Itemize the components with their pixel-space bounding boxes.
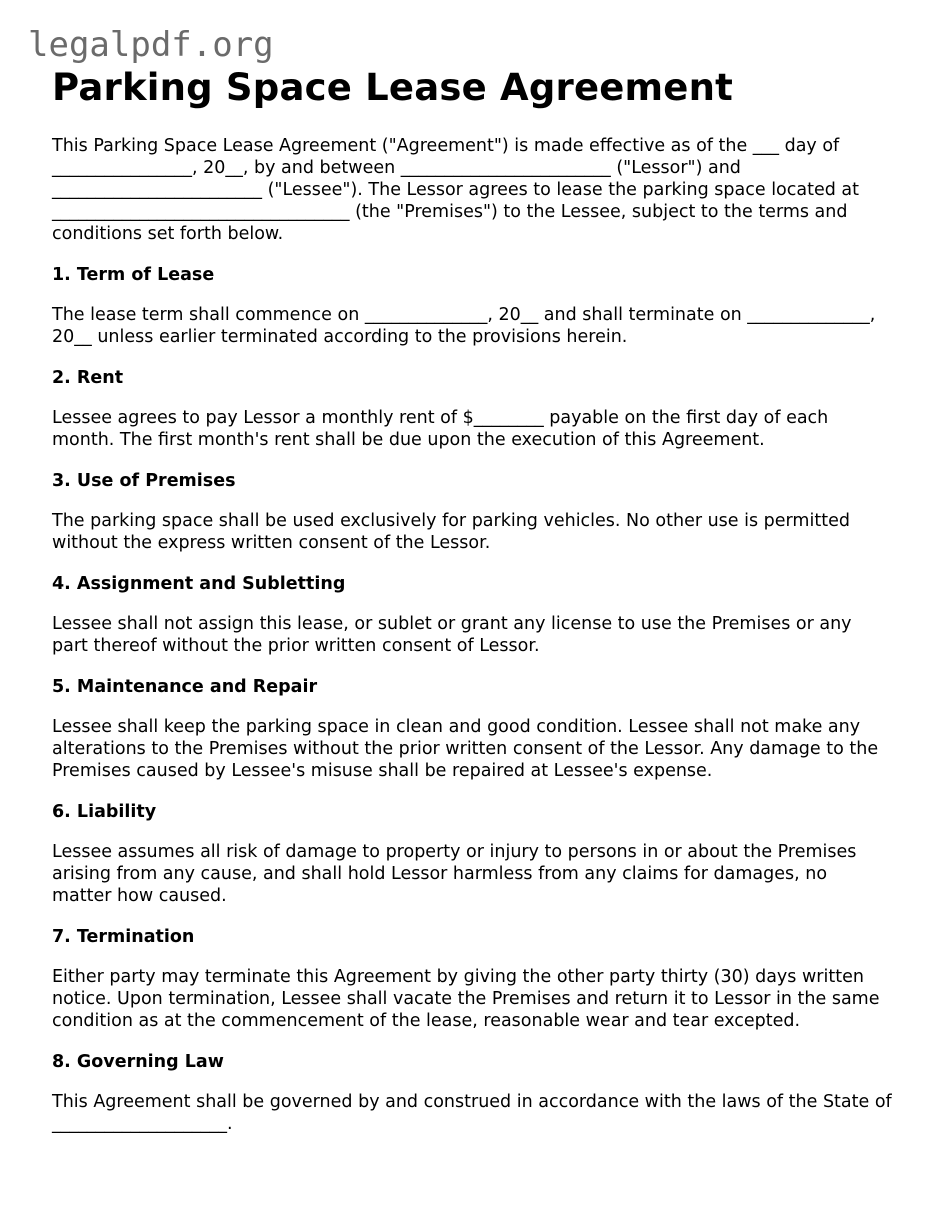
intro-paragraph: This Parking Space Lease Agreement ("Agreement") is made effective as of the ___ day of ________________, 20__, by and between ________________________ ("Lessor") and ________________________ ("Lessee"). The Lessor agrees to lease the parking space located at __________________________________ (the "Premises") to the Lessee, subject to the terms and conditions set forth below. <box>52 136 859 244</box>
section-body: Lessee shall not assign this lease, or sublet or grant any license to use the Premises or any part thereof without the prior written consent of Lessor. <box>52 614 852 656</box>
section-heading: 8. Governing Law <box>52 1052 224 1072</box>
section-body: This Agreement shall be governed by and construed in accordance with the laws of the State of ____________________. <box>52 1092 892 1134</box>
section-body: Either party may terminate this Agreement by giving the other party thirty (30) days written notice. Upon termination, Lessee shall vacate the Premises and return it to Lessor in the same condition as at the commencement of the lease, reasonable wear and tear excepted. <box>52 967 880 1031</box>
section-rent <box>52 367 892 451</box>
section-body: Lessee shall keep the parking space in clean and good condition. Lessee shall not make any alterations to the Premises without the prior written consent of the Lessor. Any damage to the Premises caused by Lessee's misuse shall be repaired at Lessee's expense. <box>52 717 879 781</box>
section-heading: 7. Termination <box>52 927 195 947</box>
section-use-of-premises <box>52 470 892 554</box>
section-assignment-and-subletting <box>52 573 892 657</box>
section-maintenance-and-repair <box>52 676 892 782</box>
section-heading: 6. Liability <box>52 802 157 822</box>
watermark-logo: legalpdf.org <box>28 25 274 65</box>
section-liability <box>52 801 892 907</box>
section-heading: 3. Use of Premises <box>52 471 236 491</box>
section-heading: 2. Rent <box>52 368 124 388</box>
section-body: Lessee agrees to pay Lessor a monthly rent of $________ payable on the first day of each month. The first month's rent shall be due upon the execution of this Agreement. <box>52 408 829 450</box>
document-title: Parking Space Lease Agreement <box>52 66 734 109</box>
section-termination <box>52 926 892 1032</box>
section-heading: 4. Assignment and Subletting <box>52 574 346 594</box>
section-term-of-lease <box>52 264 892 348</box>
document-page <box>52 66 892 1135</box>
section-body: Lessee assumes all risk of damage to property or injury to persons in or about the Premises arising from any cause, and shall hold Lessor harmless from any claims for damages, no matter how caused. <box>52 842 857 906</box>
section-heading: 1. Term of Lease <box>52 265 215 285</box>
section-body: The parking space shall be used exclusively for parking vehicles. No other use is permitted without the express written consent of the Lessor. <box>52 511 850 553</box>
section-governing-law <box>52 1051 892 1135</box>
section-heading: 5. Maintenance and Repair <box>52 677 318 697</box>
section-body: The lease term shall commence on ______________, 20__ and shall terminate on ______________, 20__ unless earlier terminated according to the provisions herein. <box>52 305 876 347</box>
